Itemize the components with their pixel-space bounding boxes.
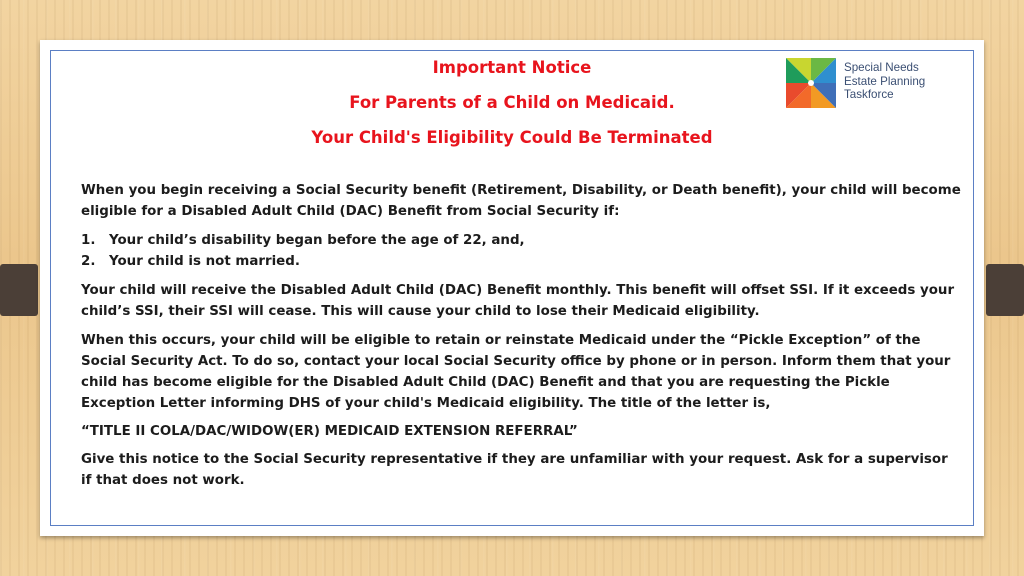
list-item xyxy=(81,251,961,272)
notice-body xyxy=(81,180,961,499)
condition-list xyxy=(81,230,961,272)
logo-line-2: Estate Planning xyxy=(844,74,926,88)
right-edge-tab xyxy=(986,264,1024,316)
pickle-exception-paragraph: When this occurs, your child will be eligible to retain or reinstate Medicaid under the “Pickle Exception” of the Social Security Act. To do so, contact your local Social Security office by phone or in person. Inform them that your child has become eligible for the Disabled Adult Child (DAC) Benefit and that you are requesting the Pickle Exception Letter informing DHS of your child's Medicaid eligibility. The title of the letter is, xyxy=(81,333,951,411)
notice-card xyxy=(40,40,984,536)
notice-warning: Your Child's Eligibility Could Be Terminated xyxy=(311,128,713,147)
notice-title: Important Notice xyxy=(432,58,592,77)
pinwheel-logo-icon xyxy=(782,56,840,110)
logo-line-1: Special Needs xyxy=(844,61,919,74)
list-item-number: 2. xyxy=(81,254,96,269)
logo-text xyxy=(844,61,925,102)
list-item xyxy=(81,230,961,251)
logo-line-3: Taskforce xyxy=(844,88,894,101)
list-item-text: Your child is not married. xyxy=(109,254,300,269)
organization-logo xyxy=(782,56,942,110)
letter-title: “TITLE II COLA/DAC/WIDOW(ER) MEDICAID EXTENSION REFERRAL” xyxy=(81,424,578,439)
intro-paragraph: When you begin receiving a Social Security benefit (Retirement, Disability, or Death benefit), your child will become eligible for a Disabled Adult Child (DAC) Benefit from Social Security if: xyxy=(81,183,961,219)
benefit-paragraph: Your child will receive the Disabled Adult Child (DAC) Benefit monthly. This benefit will offset SSI. If it exceeds your child’s SSI, their SSI will cease. This will cause your child to lose their Medicaid eligibility. xyxy=(81,283,955,319)
closing-paragraph: Give this notice to the Social Security representative if they are unfamiliar with your request. Ask for a supervisor if that does not work. xyxy=(81,452,948,488)
list-item-text: Your child’s disability began before the age of 22, and, xyxy=(109,233,525,248)
notice-subtitle: For Parents of a Child on Medicaid. xyxy=(349,93,675,112)
left-edge-tab xyxy=(0,264,38,316)
list-item-number: 1. xyxy=(81,233,96,248)
